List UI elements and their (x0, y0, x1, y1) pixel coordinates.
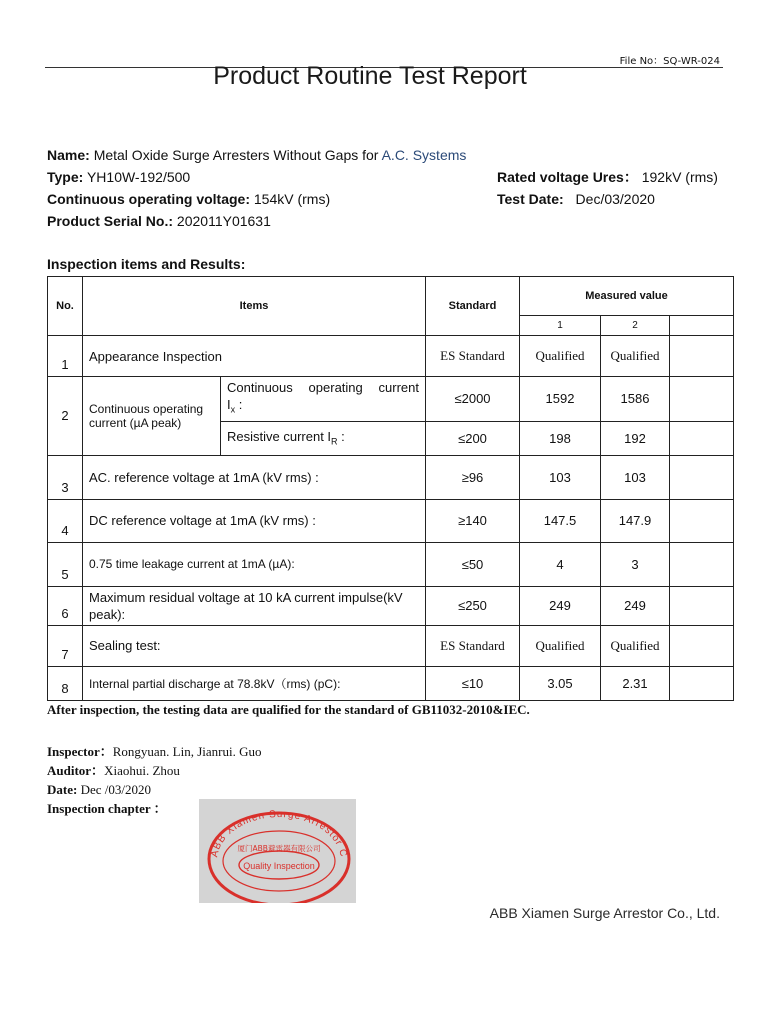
row-value-2: 2.31 (601, 666, 670, 700)
date-value: Dec /03/2020 (77, 782, 151, 797)
name-label: Name: (47, 147, 90, 163)
type-label: Type: (47, 169, 84, 185)
row-blank (670, 377, 734, 422)
row-item: DC reference voltage at 1mA (kV rms) : (83, 499, 426, 542)
row-standard: ≤10 (426, 666, 520, 700)
file-number: File No：SQ-WR-024 (619, 56, 720, 67)
row-subitem-text: Continuous operating current (227, 380, 419, 395)
company-name: ABB Xiamen Surge Arrestor Co., Ltd. (489, 905, 720, 921)
row-number: 8 (48, 666, 83, 700)
header-measured-2: 2 (601, 316, 670, 336)
stamp-outer-text: ABB Xiamen Surge Arrestor C (209, 808, 349, 859)
row-item: 0.75 time leakage current at 1mA (µA): (83, 542, 426, 586)
chapter-line (47, 799, 167, 818)
row-blank (670, 625, 734, 666)
row-item: Internal partial discharge at 78.8kV（rms) (pC): (83, 666, 426, 700)
row-group-item (83, 377, 221, 456)
auditor-value: Xiaohui. Zhou (104, 763, 180, 778)
table-row (48, 625, 734, 666)
rated-voltage-field (497, 168, 718, 186)
table-row (48, 336, 734, 377)
row-subitem-colon: : (337, 429, 345, 445)
row-standard: ≥96 (426, 455, 520, 499)
row-value-1: 3.05 (520, 666, 601, 700)
row-value-2: 249 (601, 586, 670, 625)
row-number: 2 (48, 377, 83, 456)
continuous-voltage-field (47, 190, 330, 208)
row-standard: ≤200 (426, 421, 520, 455)
row-blank (670, 421, 734, 455)
quality-inspection-stamp (199, 799, 356, 903)
row-blank (670, 586, 734, 625)
row-number: 3 (48, 455, 83, 499)
name-value: Metal Oxide Surge Arresters Without Gaps for (93, 147, 382, 163)
auditor-line (47, 761, 180, 780)
header-measured: Measured value (520, 277, 734, 316)
row-standard: ≤2000 (426, 377, 520, 422)
row-standard: ES Standard (426, 336, 520, 377)
row-blank (670, 499, 734, 542)
table-row (48, 666, 734, 700)
header-standard: Standard (426, 277, 520, 336)
rated-voltage-value: 192kV (rms) (641, 169, 718, 185)
row-value-2: 3 (601, 542, 670, 586)
date-label: Date: (47, 782, 78, 797)
stamp-center-text: Quality Inspection (243, 861, 315, 871)
row-number: 6 (48, 586, 83, 625)
row-blank (670, 542, 734, 586)
serial-value: 202011Y01631 (176, 213, 271, 229)
row-value-2: 103 (601, 455, 670, 499)
row-number: 7 (48, 625, 83, 666)
date-line (47, 780, 151, 799)
inspector-label: Inspector： (47, 744, 113, 759)
row-blank (670, 666, 734, 700)
row-number: 5 (48, 542, 83, 586)
table-row (48, 542, 734, 586)
row-blank (670, 455, 734, 499)
test-date-field (497, 190, 655, 208)
row-value-2: Qualified (601, 336, 670, 377)
header-measured-1: 1 (520, 316, 601, 336)
row-value-2: 192 (601, 421, 670, 455)
row-subitem-colon: : (235, 397, 243, 412)
row-value-1: 1592 (520, 377, 601, 422)
inspector-line (47, 742, 261, 761)
row-subitem-subscript: R (331, 436, 338, 447)
conclusion-note: After inspection, the testing data are qualified for the standard of GB11032-2010&IEC. (47, 702, 530, 717)
table-row (48, 455, 734, 499)
stamp-seal-icon (199, 799, 356, 903)
section-title: Inspection items and Results: (47, 256, 246, 272)
test-date-label: Test Date: (497, 191, 564, 207)
header-measured-blank (670, 316, 734, 336)
type-value: YH10W-192/500 (86, 169, 191, 185)
row-subitem-text: Resistive current I (227, 429, 332, 445)
row-item: Appearance Inspection (83, 336, 426, 377)
row-standard: ≤250 (426, 586, 520, 625)
row-value-2: 1586 (601, 377, 670, 422)
row-value-1: 249 (520, 586, 601, 625)
row-blank (670, 336, 734, 377)
inspector-value: Rongyuan. Lin, Jianrui. Guo (112, 744, 262, 759)
row-value-1: Qualified (520, 625, 601, 666)
header-items: Items (83, 277, 426, 336)
row-value-1: 198 (520, 421, 601, 455)
row-standard: ≥140 (426, 499, 520, 542)
row-subitem-symbol: I (227, 397, 231, 412)
row-item: Maximum residual voltage at 10 kA current impulse(kV peak): (83, 586, 426, 625)
row-number: 4 (48, 499, 83, 542)
row-subitem (221, 421, 426, 455)
name-value-systems: A.C. Systems (381, 147, 467, 163)
row-value-2: Qualified (601, 625, 670, 666)
row-number: 1 (48, 336, 83, 377)
header-no: No. (48, 277, 83, 336)
continuous-voltage-value: 154kV (rms) (253, 191, 331, 207)
serial-field (47, 212, 271, 230)
table-row (48, 586, 734, 625)
rated-voltage-label: Rated voltage Ures： (497, 169, 638, 185)
row-item: Sealing test: (83, 625, 426, 666)
row-group-item-line2: current (µA peak) (89, 415, 182, 430)
auditor-label: Auditor： (47, 763, 105, 778)
table-row (48, 499, 734, 542)
type-field (47, 168, 190, 186)
row-standard: ES Standard (426, 625, 520, 666)
serial-label: Product Serial No.: (47, 213, 174, 229)
row-value-1: 147.5 (520, 499, 601, 542)
row-subitem-subscript: x (230, 404, 236, 415)
name-field (47, 146, 466, 164)
row-value-1: Qualified (520, 336, 601, 377)
results-table (47, 276, 734, 701)
table-header-row (48, 277, 734, 316)
row-standard: ≤50 (426, 542, 520, 586)
continuous-voltage-label: Continuous operating voltage: (47, 191, 250, 207)
row-subitem (221, 377, 426, 422)
chapter-label: Inspection chapter ： (47, 801, 167, 816)
report-title: Product Routine Test Report (213, 62, 527, 90)
row-value-1: 103 (520, 455, 601, 499)
table-row (48, 377, 734, 422)
row-value-1: 4 (520, 542, 601, 586)
stamp-inner-text: 厦门ABB避雷器有限公司 (237, 844, 321, 853)
row-item: AC. reference voltage at 1mA (kV rms) : (83, 455, 426, 499)
test-date-value: Dec/03/2020 (575, 191, 655, 207)
row-value-2: 147.9 (601, 499, 670, 542)
row-group-item-line1: Continuous operating (89, 401, 204, 416)
